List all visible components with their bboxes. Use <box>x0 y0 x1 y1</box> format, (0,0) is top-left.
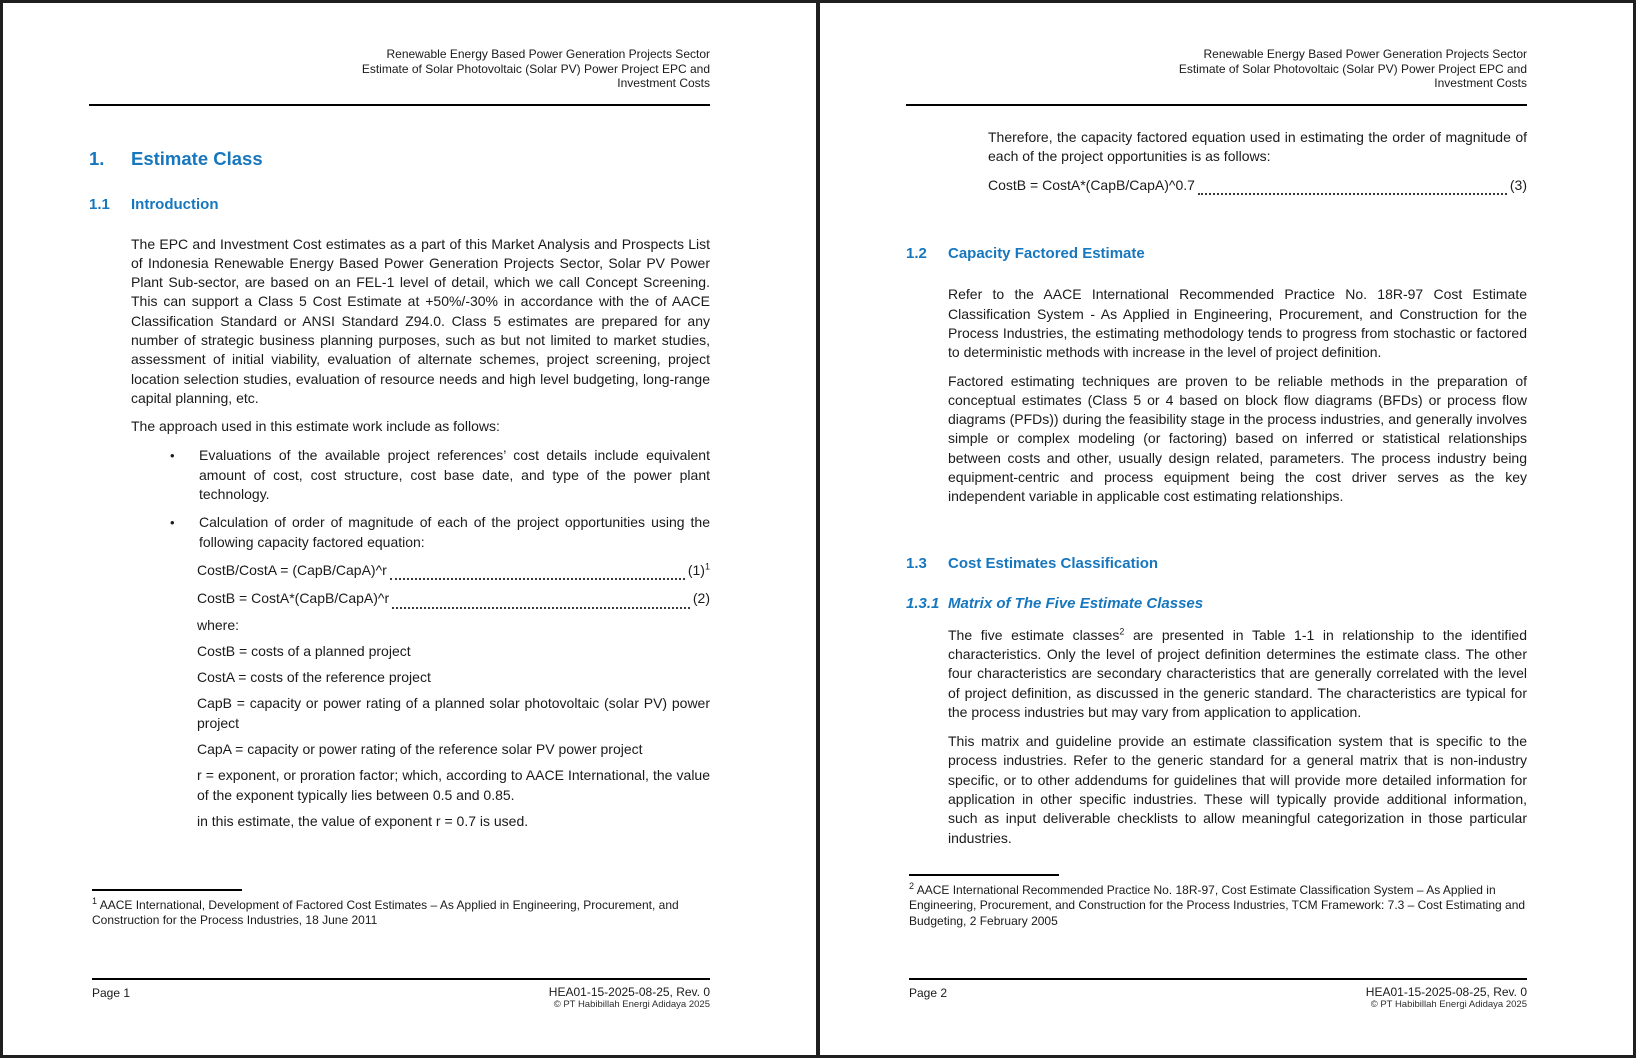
header-rule <box>89 104 710 106</box>
paragraph: Therefore, the capacity factored equation used in estimating the order of magnitude of each of the project opportunities is as follows: <box>988 128 1527 164</box>
footnote-separator <box>92 889 242 891</box>
definition: CostB = costs of a planned project <box>197 642 411 659</box>
running-header-line: Renewable Energy Based Power Generation Projects Sector <box>386 47 710 61</box>
paragraph: Refer to the AACE International Recommended Practice No. 18R-97 Cost Estimate Classification System - As Applied in Engineering, Procurement, and Construction for the Process Industries, the estimating methodology tends to progress from stochastic or factored to deterministic methods with increase in the level of project definition. <box>948 286 1527 361</box>
dot-leader <box>1198 178 1507 195</box>
section-1-3-1-body <box>948 626 1527 848</box>
footer-page-number: Page 1 <box>92 986 131 1000</box>
running-header-line: Renewable Energy Based Power Generation Projects Sector <box>1203 47 1527 61</box>
heading-title: Capacity Factored Estimate <box>948 245 1145 263</box>
heading-number: 1. <box>89 147 105 169</box>
footnote-ref: 2 <box>1119 626 1125 636</box>
bullet-text: Evaluations of the available project references’ cost details include equivalent amount of cost, cost structure, cost base date, and type of the power plant technology. <box>199 447 710 503</box>
running-header-line: Investment Costs <box>617 76 710 90</box>
footnote-1 <box>92 898 710 929</box>
equation-text: CostB = CostA*(CapB/CapA)^0.7 <box>988 177 1195 194</box>
paragraph: The five estimate classes$^2$ are presented in Table 1-1 in relationship to the identified characteristics. Only the level of project definition determines the estimate class. The other four characteristics are secondary characteristics that are generally correlated with the level of project definition, as discussed in the generic standard. The characteristics are typical for the process industries but may vary from application to application. <box>948 626 1528 720</box>
section-heading-1-1 <box>89 196 710 213</box>
bullet-icon: • <box>170 515 175 531</box>
running-header-line: Estimate of Solar Photovoltaic (Solar PV) Power Project EPC and <box>361 61 710 76</box>
heading-number: 1.2 <box>906 245 927 263</box>
heading-number: 1.3 <box>906 554 927 572</box>
definition: CostA = costs of the reference project <box>197 669 431 686</box>
bullet-item <box>168 446 710 504</box>
heading-number: 1.1 <box>89 195 110 213</box>
bullet-text: Calculation of order of magnitude of each of the project opportunities using the following capacity factored equation: <box>199 514 710 550</box>
section-heading-1-3-1 <box>906 595 1527 612</box>
definition: r = exponent, or proration factor; which, according to AACE International, the value of the exponent typically lies between 0.5 and 0.85. <box>197 767 710 803</box>
heading-number: 1.3.1 <box>906 594 940 612</box>
paragraph: The approach used in this estimate work include as follows: <box>131 418 500 435</box>
page-footer <box>92 978 710 1011</box>
equation-1 <box>197 561 710 580</box>
footer-doc-ref: HEA01-15-2025-08-25, Rev. 0 <box>548 985 710 999</box>
page-2 <box>817 0 1636 1058</box>
running-header <box>906 47 1527 91</box>
section-heading-1-2 <box>906 245 1527 262</box>
heading-title: Introduction <box>131 195 219 213</box>
bullet-icon: • <box>170 448 175 464</box>
dot-leader <box>392 592 690 609</box>
definition: CapB = capacity or power rating of a planned solar photovoltaic (solar PV) power project <box>197 695 710 731</box>
footnote-number: 1 <box>92 896 98 906</box>
definition: in this estimate, the value of exponent r = 0.7 is used. <box>197 812 529 829</box>
page-2-body <box>948 128 1527 196</box>
footnote-separator <box>909 874 1059 876</box>
footer-copyright: © PT Habibillah Energi Adidaya 2025 <box>1370 999 1527 1010</box>
heading-title: Cost Estimates Classification <box>948 554 1159 572</box>
equation-3 <box>988 176 1527 195</box>
definition: CapA = capacity or power rating of the reference solar PV power project <box>197 741 643 758</box>
footer-right <box>1366 986 1527 1011</box>
heading-title: Matrix of The Five Estimate Classes <box>948 594 1204 612</box>
section-1-2-body <box>948 285 1527 506</box>
running-header <box>89 47 710 91</box>
footer-page-number: Page 2 <box>909 986 948 1000</box>
paragraph: Factored estimating techniques are proven to be reliable methods in the preparation of conceptual estimates (Class 5 or 4 based on block flow diagrams (BFDs) or process flow diagrams (PFDs)) during the feasibility stage in the process industries, and generally involves simple or complex modeling (or factoring) based on inferred or statistical relationships between costs and other, usually design related, parameters. The process industry being equipment-centric and process equipment being the cost driver serves as the key independent variable in applicable cost estimating relationships. <box>948 372 1527 505</box>
heading-title: Estimate Class <box>131 147 263 169</box>
running-header-line: Estimate of Solar Photovoltaic (Solar PV) Power Project EPC and <box>1178 61 1527 76</box>
page-footer <box>909 978 1527 1011</box>
footer-doc-ref: HEA01-15-2025-08-25, Rev. 0 <box>1365 985 1527 999</box>
footnote-2 <box>909 883 1527 929</box>
dot-leader <box>390 563 685 580</box>
footnote-ref: 1 <box>704 561 710 572</box>
where-label: where: <box>197 616 240 633</box>
bullet-item <box>168 513 710 552</box>
section-heading-1-3 <box>906 555 1527 572</box>
footnote-area <box>92 889 710 929</box>
running-header-line: Investment Costs <box>1434 76 1527 90</box>
equation-number: (3) <box>1509 177 1527 194</box>
paragraph: This matrix and guideline provide an estimate classification system that is specific to the process industries. Refer to the generic standard for a general matrix that is non-industry specific, or to other addendums for guidelines that will provide more detailed information for application in other specific industries. These will typically provide additional information, such as input deliverable checklists to allow meaningful categorization in those particular industries. <box>948 733 1527 846</box>
page-1-body <box>131 235 710 832</box>
equation-2 <box>197 589 710 608</box>
footnote-number: 2 <box>909 881 915 891</box>
paragraph: The EPC and Investment Cost estimates as a part of this Market Analysis and Prospects List of Indonesia Renewable Energy Based Power Generation Projects Sector, Solar PV Power Plant Sub-sector, are based on an FEL-1 level of detail, which we call Concept Screening. This can support a Class 5 Cost Estimate at +50%/-30% in accordance with the of AACE Classification Standard or ANSI Standard Z94.0. Class 5 estimates are prepared for any number of strategic business planning purposes, such as but not limited to market studies, assessment of initial viability, evaluation of alternate schemes, project screening, project location selection studies, evaluation of resource needs and high level budgeting, long-range capital planning, etc. <box>131 235 710 406</box>
footer-copyright: © PT Habibillah Energi Adidaya 2025 <box>553 999 710 1010</box>
equation-number: $(1)^1$ <box>687 561 710 578</box>
footnote-text: AACE International Recommended Practice No. 18R-97, Cost Estimate Classification System – As Applied in Engineering, Procurement, and Construction for the Process Industries, TCM Framework: 7.3 – Cost Estimating and Budgeting, 2 February 2005 <box>909 883 1526 928</box>
footnote-area <box>909 874 1527 929</box>
header-rule <box>906 104 1527 106</box>
footer-right <box>549 986 710 1011</box>
equation-text: CostB = CostA*(CapB/CapA)^r <box>197 590 390 607</box>
footnote-text: AACE International, Development of Factored Cost Estimates – As Applied in Engineering, Procurement, and Construction for the Process Industries, 18 June 2011 <box>92 898 679 928</box>
equation-text: CostB/CostA = (CapB/CapA)^r <box>197 561 387 578</box>
section-heading-1 <box>89 148 710 170</box>
equation-number: (2) <box>692 590 710 607</box>
